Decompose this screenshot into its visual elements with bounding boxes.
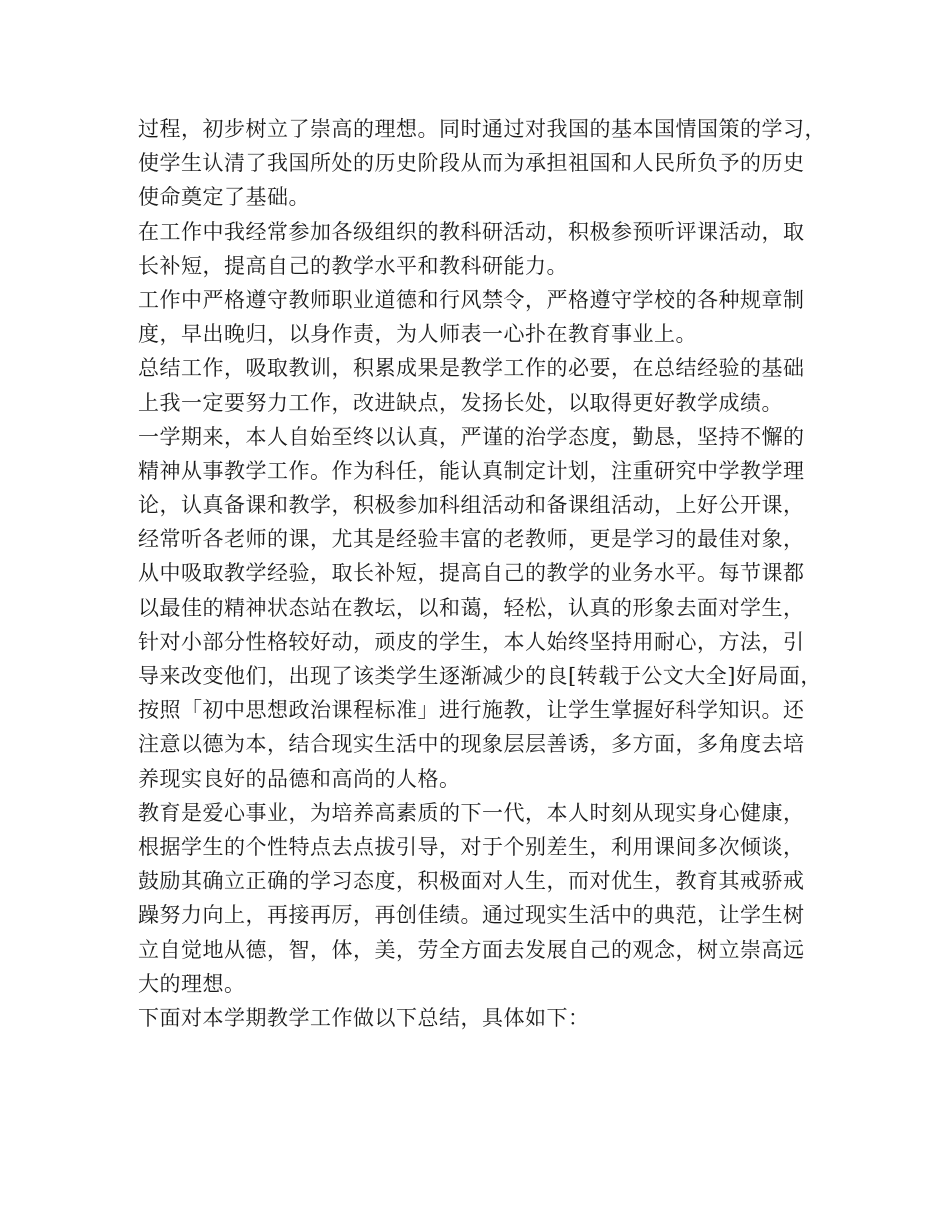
text-line: 一学期来，本人自始至终以认真，严谨的治学态度，勤恳，坚持不懈的	[138, 424, 805, 449]
text-line: 大的理想。	[138, 971, 246, 996]
text-line: 度，早出晚归，以身作责，为人师表一心扑在教育事业上。	[138, 322, 697, 347]
paragraph	[138, 215, 828, 283]
text-line: 上我一定要努力工作，改进缺点，发扬长处，以取得更好教学成绩。	[138, 390, 783, 415]
text-line: 按照「初中思想政治课程标准」进行施教，让学生掌握好科学知识。还	[138, 698, 805, 723]
paragraph	[138, 796, 828, 1001]
text-line: 教育是爱心事业，为培养高素质的下一代，本人时刻从现实身心健康，	[138, 800, 805, 825]
text-line: 注意以德为本，结合现实生活中的现象层层善诱，多方面，多角度去培	[138, 732, 805, 757]
text-line: 导来改变他们，出现了该类学生逐渐减少的良[转载于公文大全]好局面，	[138, 664, 822, 688]
text-line: 躁努力向上，再接再厉，再创佳绩。通过现实生活中的典范，让学生树	[138, 903, 805, 928]
text-line: 针对小部分性格较好动，顽皮的学生，本人始终坚持用耐心，方法，引	[138, 629, 805, 654]
paragraph	[138, 351, 828, 419]
text-line: 使命奠定了基础。	[138, 185, 310, 210]
text-line: 论，认真备课和教学，积极参加科组活动和备课组活动，上好公开课，	[138, 493, 805, 518]
text-line: 使学生认清了我国所处的历史阶段从而为承担祖国和人民所负予的历史	[138, 151, 805, 176]
text-line: 过程，初步树立了崇高的理想。同时通过对我国的基本国情国策的学习，	[138, 117, 826, 141]
paragraph	[138, 1001, 828, 1035]
paragraph	[138, 112, 828, 215]
text-line: 总结工作，吸取教训，积累成果是教学工作的必要，在总结经验的基础	[138, 356, 805, 381]
text-line: 根据学生的个性特点去点拔引导，对于个别差生，利用课间多次倾谈，	[138, 834, 805, 859]
text-line: 精神从事教学工作。作为科任，能认真制定计划，注重研究中学教学理	[138, 458, 805, 483]
text-line: 养现实良好的品德和高尚的人格。	[138, 766, 461, 791]
text-line: 在工作中我经常参加各级组织的教科研活动，积极参预听评课活动，取	[138, 219, 805, 244]
paragraph	[138, 420, 828, 796]
text-line: 经常听各老师的课，尤其是经验丰富的老教师，更是学习的最佳对象，	[138, 527, 805, 552]
text-line: 以最佳的精神状态站在教坛，以和蔼，轻松，认真的形象去面对学生，	[138, 595, 805, 620]
text-line: 长补短，提高自己的教学水平和教科研能力。	[138, 253, 568, 278]
text-line: 下面对本学期教学工作做以下总结，具体如下：	[138, 1005, 590, 1030]
document-body	[138, 112, 828, 1035]
text-line: 立自觉地从德，智，体，美，劳全方面去发展自己的观念，树立崇高远	[138, 937, 805, 962]
text-line: 从中吸取教学经验，取长补短，提高自己的教学的业务水平。每节课都	[138, 561, 805, 586]
text-line: 鼓励其确立正确的学习态度，积极面对人生，而对优生，教育其戒骄戒	[138, 869, 805, 894]
text-line: 工作中严格遵守教师职业道德和行风禁令，严格遵守学校的各种规章制	[138, 287, 805, 312]
paragraph	[138, 283, 828, 351]
